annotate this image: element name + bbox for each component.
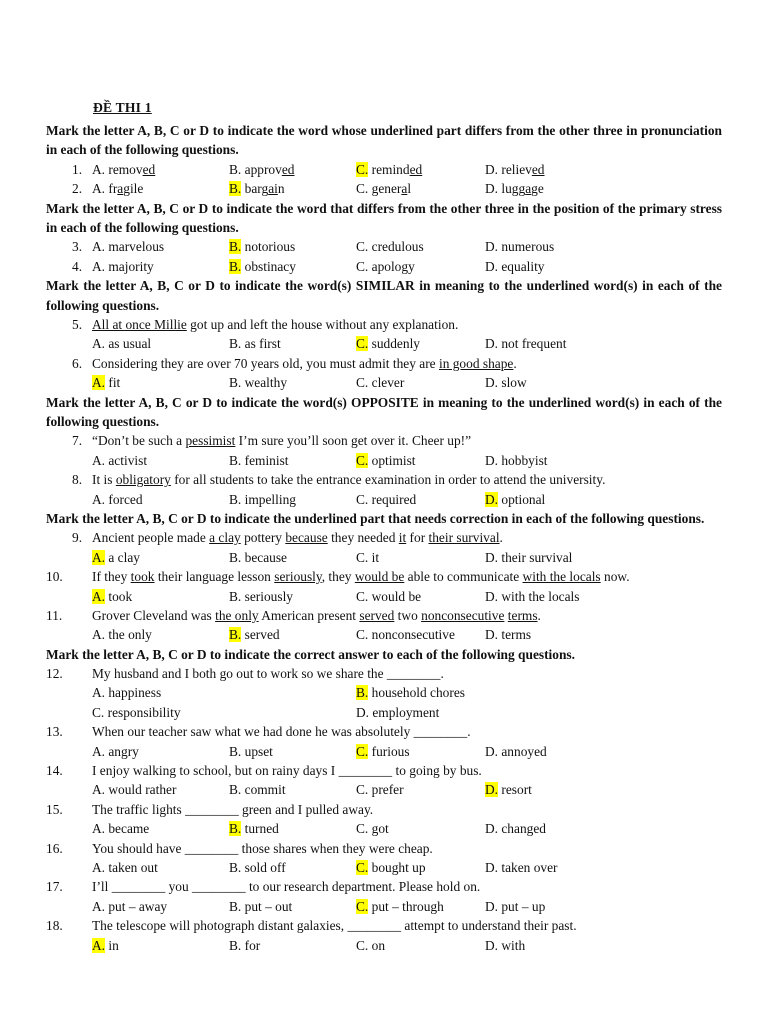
question-stem: Considering they are over 70 years old, you must admit they are in good shape. [92,355,517,371]
option-b[interactable]: B. sold off [229,860,286,875]
exam-body [46,121,722,955]
options [46,742,722,761]
option-c[interactable]: C. it [356,549,380,565]
option-a[interactable]: A. took [92,588,133,604]
option-b[interactable]: B. served [229,627,280,643]
question-number: 13. [46,724,63,740]
option-b[interactable]: B. household chores [356,685,465,701]
question-stem: When our teacher saw what we had done he was absolutely ________. [92,724,471,740]
option-d[interactable]: D. changed [485,821,546,837]
option-c[interactable]: C. reminded [356,161,423,177]
option-c[interactable]: C. nonconsecutive [356,627,455,643]
option-d[interactable]: D. annoyed [485,743,547,759]
option-b[interactable]: B. notorious [229,239,296,255]
option-b[interactable]: B. obstinacy [229,258,296,274]
section-instruction: Mark the letter A, B, C or D to indicate the word whose underlined part differs from the other three in pronunciation in each of the following questions. [46,123,722,158]
option-a[interactable]: A. fragile [92,181,144,197]
question-16 [46,839,722,858]
option-c[interactable]: C. apology [356,258,415,274]
question-14 [46,761,722,780]
option-c[interactable]: C. credulous [356,239,424,255]
option-a[interactable]: A. would rather [92,782,177,798]
option-b[interactable]: B. bargain [229,181,285,197]
option-d[interactable]: D. terms [485,627,532,643]
question-number: 7. [72,433,83,449]
question-stem: Grover Cleveland was the only American present served two nonconsecutive terms. [92,607,541,623]
question-number: 5. [72,317,83,332]
question-stem: If they took their language lesson seriously, they would be able to communicate with the locals now. [92,569,630,585]
question-number: 9. [72,530,83,546]
options [46,587,722,606]
option-a[interactable]: A. angry [92,743,139,759]
option-b[interactable]: B. as first [229,336,281,352]
question-15 [46,800,722,819]
option-d[interactable]: D. not frequent [485,336,567,352]
option-d[interactable]: D. put – up [485,898,546,914]
option-c[interactable]: C. required [356,491,417,507]
option-a[interactable]: A. became [92,821,150,837]
options [46,936,722,955]
question-number: 10. [46,569,63,585]
option-c[interactable]: C. got [356,821,389,837]
question-number: 2. [72,181,83,197]
options [46,858,722,877]
option-a[interactable]: A. taken out [92,860,158,875]
option-c[interactable]: C. general [356,181,412,197]
option-b[interactable]: B. approved [229,161,295,177]
question-stem: I enjoy walking to school, but on rainy days I ________ to going by bus. [92,763,482,779]
question-number: 1. [72,161,83,177]
question-13 [46,722,722,741]
question-4 [46,257,722,276]
question-number: 4. [72,258,83,274]
option-d[interactable]: D. with [485,937,526,953]
option-b[interactable]: B. feminist [229,452,289,468]
option-c[interactable]: C. on [356,937,386,953]
option-d[interactable]: D. luggage [485,181,544,197]
option-b[interactable]: B. turned [229,821,279,837]
question-stem: Ancient people made a clay pottery because they needed it for their survival. [92,530,503,546]
question-stem: I’ll ________ you ________ to our research department. Please hold on. [92,879,481,895]
option-d[interactable]: D. equality [485,258,545,274]
option-c[interactable]: C. suddenly [356,336,420,352]
question-stem: It is obligatory for all students to take the entrance examination in order to attend the university. [92,472,606,488]
section-instruction: Mark the letter A, B, C or D to indicate the correct answer to each of the following questions. [46,646,575,662]
option-a[interactable]: A. put – away [92,898,168,914]
question-number: 6. [72,355,83,371]
option-c[interactable]: C. bought up [356,860,426,875]
question-2 [46,179,722,198]
option-c[interactable]: C. optimist [356,452,416,468]
option-b[interactable]: B. upset [229,743,273,759]
option-d[interactable]: D. employment [356,704,440,720]
options [46,373,722,392]
option-a[interactable]: A. removed [92,161,156,177]
question-7 [46,431,722,450]
option-c[interactable]: C. put – through [356,898,444,914]
question-stem: The telescope will photograph distant galaxies, ________ attempt to understand their past. [92,918,577,934]
option-c[interactable]: C. prefer [356,782,404,798]
option-b[interactable]: B. impelling [229,491,296,507]
question-5 [46,315,722,334]
section-instruction: Mark the letter A, B, C or D to indicate the word that differs from the other three in the position of the primary stress in each of the following questions. [46,200,722,235]
option-a[interactable]: A. majority [92,258,154,274]
question-8 [46,470,722,489]
question-number: 14. [46,763,63,779]
option-a[interactable]: A. as usual [92,336,152,352]
option-b[interactable]: B. seriously [229,588,293,604]
options [46,819,722,838]
option-a[interactable]: A. fit [92,375,121,391]
option-a[interactable]: A. happiness [92,685,162,701]
options [46,780,722,799]
question-stem: The traffic lights ________ green and I pulled away. [92,801,374,817]
question-3 [46,237,722,256]
options [46,703,722,722]
question-number: 15. [46,801,63,817]
options [92,179,645,198]
option-d[interactable]: D. taken over [485,860,558,875]
section-instruction: Mark the letter A, B, C or D to indicate the word(s) SIMILAR in meaning to the underlined word(s) in each of the following questions. [46,278,722,313]
question-number: 3. [72,239,83,255]
question-17 [46,877,722,896]
question-18 [46,916,722,935]
question-number: 16. [46,840,63,856]
option-d[interactable]: D. slow [485,375,527,391]
option-c[interactable]: C. clever [356,375,405,391]
options [92,160,645,179]
option-d[interactable]: D. with the locals [485,588,580,604]
options [46,490,722,509]
options [46,548,722,567]
option-d[interactable]: D. their survival [485,549,573,565]
option-a[interactable]: A. a clay [92,549,140,565]
option-b[interactable]: B. for [229,937,261,953]
option-b[interactable]: B. commit [229,782,286,798]
question-number: 12. [46,666,63,682]
option-d[interactable]: D. numerous [485,239,555,255]
question-12 [46,664,722,683]
question-1 [46,160,722,179]
question-number: 17. [46,879,63,895]
option-a[interactable]: A. the only [92,627,152,643]
option-d[interactable]: D. hobbyist [485,452,548,468]
question-stem: You should have ________ those shares when they were cheap. [92,840,433,856]
option-d[interactable]: D. resort [485,782,532,798]
option-a[interactable]: A. forced [92,491,143,507]
question-10 [46,567,722,586]
option-c[interactable]: C. would be [356,588,422,604]
section-instruction: Mark the letter A, B, C or D to indicate the word(s) OPPOSITE in meaning to the underlined word(s) in each of the following questions. [46,394,722,429]
question-6 [46,354,722,373]
option-b[interactable]: B. because [229,549,288,565]
question-number: 18. [46,918,63,934]
question-number: 11. [46,607,63,623]
question-stem: “Don’t be such a pessimist I’m sure you’ll soon get over it. Cheer up!” [92,433,472,449]
option-d[interactable]: D. optional [485,491,546,507]
question-stem: All at once Millie got up and left the house without any explanation. [92,317,459,332]
option-d[interactable]: D. relieved [485,161,545,177]
options [46,334,722,353]
page-title: ĐỀ THI 1 [93,100,152,115]
options [46,897,722,916]
option-b[interactable]: B. put – out [229,898,293,914]
option-a[interactable]: A. activist [92,452,148,468]
question-9 [46,528,722,547]
options [46,451,722,470]
option-b[interactable]: B. wealthy [229,375,288,391]
option-a[interactable]: A. marvelous [92,239,165,255]
question-number: 8. [72,472,83,488]
option-a[interactable]: A. in [92,937,119,953]
question-stem: My husband and I both go out to work so we share the ________. [92,666,444,682]
options [46,683,722,702]
option-c[interactable]: C. responsibility [92,704,181,720]
options [46,625,722,644]
option-c[interactable]: C. furious [356,743,410,759]
section-instruction: Mark the letter A, B, C or D to indicate the underlined part that needs correction in each of the following questions. [46,510,705,526]
question-11 [46,606,722,625]
